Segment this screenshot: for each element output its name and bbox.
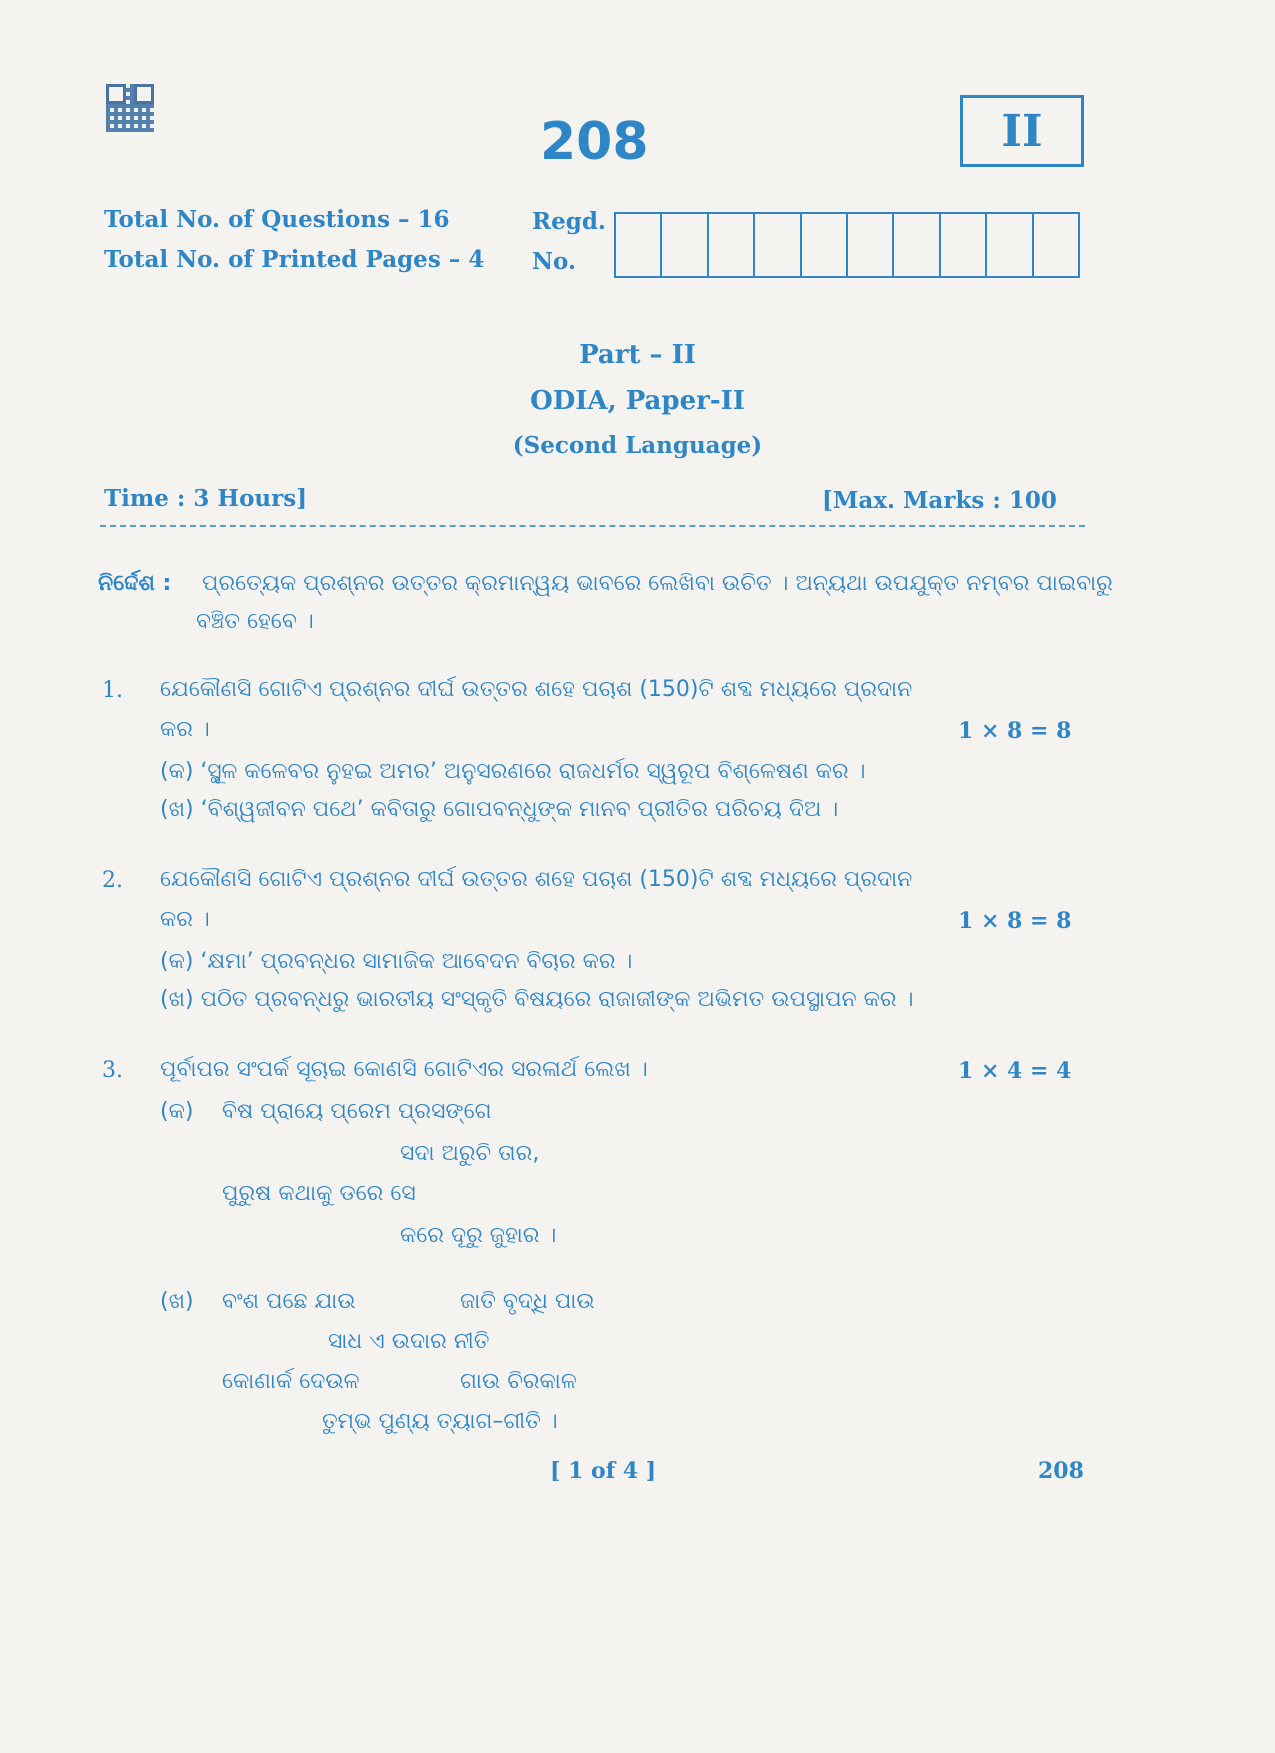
poem-b-label: (ଖ) <box>160 1289 194 1314</box>
question-1-number: 1. <box>102 678 123 703</box>
regd-digit-box[interactable] <box>848 214 894 276</box>
poem-a-line4: କରେ ଦୂରୁ ଜୁହାର । <box>400 1223 557 1248</box>
question-1-option-b: (ଖ) ‘ବିଶ୍ୱଜୀବନ ପଥେ’ କବିତାରୁ ଗୋପବନ୍ଧୁଙ୍କ ମାନବ ପ୍ରୀତିର ପରିଚୟ ଦିଅ । <box>160 797 839 822</box>
poem-a-line2: ସଦା ଅରୁଚି ତାର, <box>400 1141 540 1166</box>
regd-no-label: No. <box>532 248 576 275</box>
instruction-line2: ବଞ୍ଚିତ ହେବେ । <box>196 609 314 634</box>
total-pages: Total No. of Printed Pages – 4 <box>104 246 485 273</box>
page-indicator: [ 1 of 4 ] <box>550 1458 657 1484</box>
instruction-label: ନିର୍ଦ୍ଦେଶ : <box>98 571 172 596</box>
max-marks-label: [Max. Marks : 100 <box>822 487 1057 514</box>
question-2-marks: 1 × 8 = 8 <box>958 908 1072 934</box>
question-1-marks: 1 × 8 = 8 <box>958 718 1072 744</box>
subject-title: ODIA, Paper-II <box>530 386 745 416</box>
poem-b-line3a: କୋଣାର୍କ ଦେଉଳ <box>222 1369 360 1394</box>
total-questions: Total No. of Questions – 16 <box>104 206 450 233</box>
footer-paper-code: 208 <box>1038 1458 1084 1484</box>
qr-code <box>106 84 154 132</box>
question-2-text: ଯେକୌଣସି ଗୋଟିଏ ପ୍ରଶ୍ନର ଦୀର୍ଘ ଉତ୍ତର ଶହେ ପଚାଶ (150)ଟି ଶବ୍ଦ ମଧ୍ୟରେ ପ୍ରଦାନ <box>160 867 913 892</box>
question-3-marks: 1 × 4 = 4 <box>958 1058 1072 1084</box>
question-1-text: ଯେକୌଣସି ଗୋଟିଏ ପ୍ରଶ୍ନର ଦୀର୍ଘ ଉତ୍ତର ଶହେ ପଚାଶ (150)ଟି ଶବ୍ଦ ମଧ୍ୟରେ ପ୍ରଦାନ <box>160 677 913 702</box>
poem-a-label: (କ) <box>160 1099 194 1124</box>
question-2-number: 2. <box>102 868 123 893</box>
time-label: Time : 3 Hours] <box>104 485 308 512</box>
regd-digit-box[interactable] <box>987 214 1033 276</box>
question-2-option-b: (ଖ) ପଠିତ ପ୍ରବନ୍ଧରୁ ଭାରତୀୟ ସଂସ୍କୃତି ବିଷୟରେ ରାଜାଜୀଙ୍କ ଅଭିମତ ଉପସ୍ଥାପନ କର । <box>160 987 914 1012</box>
question-2-option-a: (କ) ‘କ୍ଷମା’ ପ୍ରବନ୍ଧର ସାମାଜିକ ଆବେଦନ ବିଚାର କର । <box>160 949 633 974</box>
poem-b-line1a: ବଂଶ ପଛେ ଯାଉ <box>222 1289 356 1314</box>
poem-b-line1b: ଜାତି ବୃଦ୍ଧି ପାଉ <box>460 1289 595 1314</box>
regd-digit-box[interactable] <box>894 214 940 276</box>
poem-b-line4: ତୁମ୍ଭ ପୁଣ୍ୟ ତ୍ୟାଗ–ଗୀତି । <box>322 1409 558 1434</box>
instruction-line1: ପ୍ରତ୍ୟେକ ପ୍ରଶ୍ନର ଉତ୍ତର କ୍ରମାନ୍ୱୟ ଭାବରେ ଲେଖିବା ଉଚିତ । ଅନ୍ୟଥା ଉପଯୁକ୍ତ ନମ୍ବର ପାଇବାରୁ <box>202 571 1113 596</box>
regd-digit-box[interactable] <box>616 214 662 276</box>
question-3-number: 3. <box>102 1058 123 1083</box>
regd-digit-box[interactable] <box>755 214 801 276</box>
regd-label: Regd. <box>532 208 606 235</box>
poem-a-line3: ପୁରୁଷ କଥାକୁ ଡରେ ସେ <box>222 1181 416 1206</box>
part-box: II <box>960 95 1084 167</box>
poem-b-line3b: ଗାଉ ଚିରକାଳ <box>460 1369 577 1394</box>
poem-a-line1: ବିଷ ପ୍ରାୟେ ପ୍ରେମ ପ୍ରସଙ୍ଗେ <box>222 1099 492 1124</box>
paper-code: 208 <box>540 112 649 172</box>
regd-digit-box[interactable] <box>1034 214 1078 276</box>
language-title: (Second Language) <box>512 432 763 459</box>
regd-digit-box[interactable] <box>941 214 987 276</box>
regd-number-boxes[interactable] <box>614 212 1080 278</box>
part-title: Part – II <box>579 340 696 370</box>
question-1-text-cont: କର । <box>160 717 210 742</box>
divider-line <box>100 525 1085 527</box>
question-1-option-a: (କ) ‘ସ୍ଥୂଳ କଳେବର ନୁହଇ ଅମର’ ଅନୁସରଣରେ ରାଜଧର୍ମର ସ୍ୱରୂପ ବିଶ୍ଳେଷଣ କର । <box>160 759 866 784</box>
question-2-text-cont: କର । <box>160 907 210 932</box>
poem-b-line2: ସାଧ ଏ ଉଦାର ନୀତି <box>328 1329 490 1354</box>
regd-digit-box[interactable] <box>662 214 708 276</box>
question-3-text: ପୂର୍ବାପର ସଂପର୍କ ସୂଚାଇ କୋଣସି ଗୋଟିଏର ସରଳାର୍ଥ ଲେଖ । <box>160 1057 648 1082</box>
regd-digit-box[interactable] <box>709 214 755 276</box>
regd-digit-box[interactable] <box>802 214 848 276</box>
